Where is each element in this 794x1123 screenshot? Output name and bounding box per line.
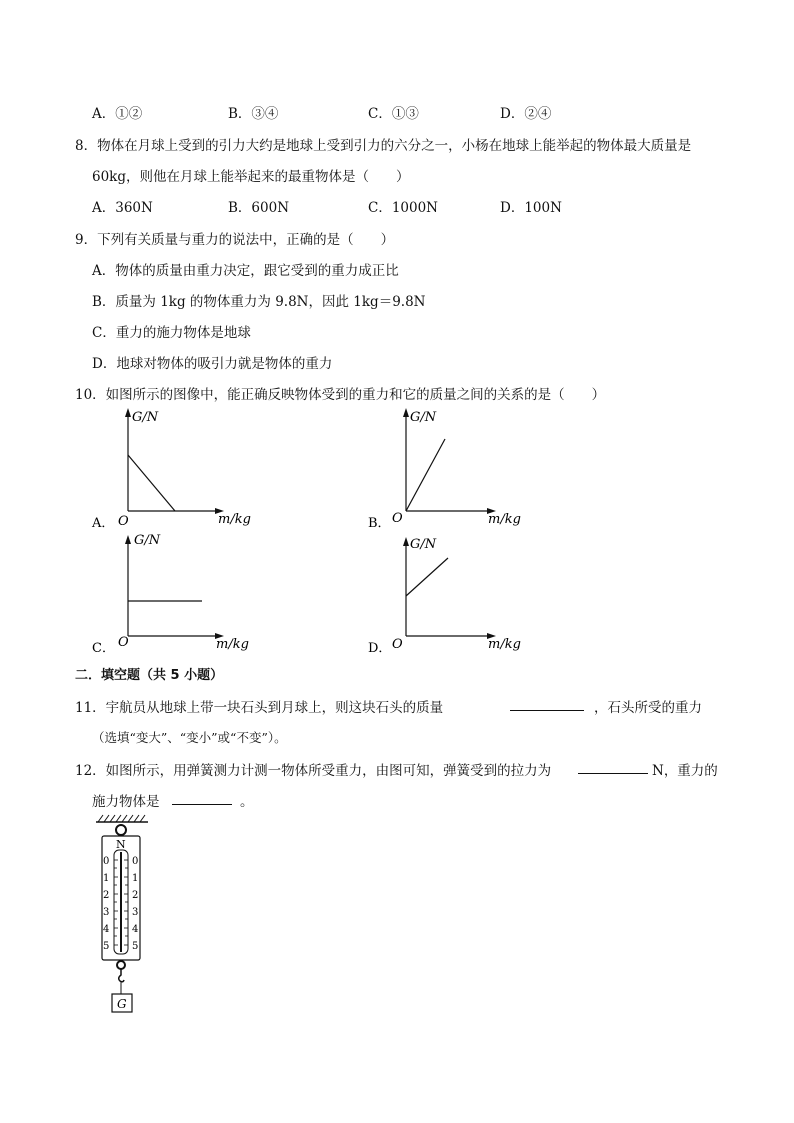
q11-mass-blank[interactable] [510,696,584,711]
q12-force-blank[interactable] [578,759,648,774]
graph-c-y-arrow [125,535,131,544]
q12-stem-part1: 12．如图所示，用弹簧测力计测一物体所受重力，由图可知，弹簧受到的拉力为 [75,763,552,779]
graph-b-y-arrow [403,408,409,417]
graph-a-ylabel: G/N [132,410,159,425]
spring-scale-figure [92,812,154,1018]
q8-stem-line1: 8．物体在月球上受到的引力大约是地球上受到引力的六分之一，小杨在地球上能举起的物体最大质量是 [75,138,692,154]
tick-right-4: 4 [132,924,139,935]
graph-a [88,405,268,530]
tick-right-3: 3 [132,907,139,918]
graph-a-origin: O [118,514,129,529]
q8-option-d: D．100N [500,200,562,216]
q11-stem-line2: （选填“变大”、“变小”或“不变”）。 [92,730,287,745]
tick-left-0: 0 [103,856,110,867]
ceiling-hatch [98,815,145,822]
q12-stem-line2a: 施力物体是 [92,794,160,810]
q12-source-blank[interactable] [172,790,232,805]
q12-stem-part2: N，重力的 [652,763,718,779]
graph-d-origin: O [392,637,403,652]
q12-stem-line2b: 。 [240,794,254,810]
q9-stem: 9．下列有关质量与重力的说法中，正确的是（ ） [75,232,395,248]
graph-a-line [128,455,175,511]
q11-stem-part2: ，石头所受的重力 [594,700,702,716]
graph-d-letter: D． [368,641,392,656]
top-ring [116,825,126,835]
bottom-ring [117,961,125,969]
tick-left-5: 5 [103,941,110,952]
q9-option-c: C．重力的施力物体是地球 [92,325,251,341]
tick-left-3: 3 [103,907,110,918]
hook [119,969,124,982]
q7-option-b: B．③④ [228,106,279,122]
q10-stem: 10．如图所示的图像中，能正确反映物体受到的重力和它的质量之间的关系的是（ ） [75,387,606,403]
tick-right-5: 5 [132,941,139,952]
q9-option-a: A．物体的质量由重力决定，跟它受到的重力成正比 [92,263,399,279]
q9-option-b: B．质量为 1kg 的物体重力为 9.8N，因此 1kg＝9.8N [92,294,426,310]
tick-right-0: 0 [132,856,139,867]
graph-d-ylabel: G/N [410,537,437,552]
tick-left-1: 1 [103,873,110,884]
weight-label: G [117,997,127,1011]
graph-b [366,405,546,530]
graph-d-xlabel: m/kg [488,637,521,652]
scale-unit: N [116,838,126,851]
q7-option-c: C．①③ [368,106,419,122]
graph-d-y-arrow [403,537,409,546]
graph-c-ylabel: G/N [134,533,161,548]
q7-option-d: D．②④ [500,106,552,122]
q8-stem-line2: 60kg，则他在月球上能举起来的最重物体是（ ） [92,169,410,185]
tick-left-4: 4 [103,924,110,935]
q11-stem-part1: 11．宇航员从地球上带一块石头到月球上，则这块石头的质量 [75,700,444,716]
q8-option-c: C．1000N [368,200,438,216]
q7-option-a: A．①② [92,106,143,122]
graph-b-letter: B． [368,516,391,530]
q8-option-b: B．600N [228,200,290,216]
graph-b-line [406,439,445,511]
graph-d [366,528,546,658]
graph-c-xlabel: m/kg [216,637,249,652]
graph-b-origin: O [392,511,403,526]
graph-b-ylabel: G/N [410,410,437,425]
section-2-title: 二．填空题（共 5 小题） [75,668,224,683]
graph-a-xlabel: m/kg [218,512,251,527]
graph-a-y-arrow [125,408,131,417]
q8-option-a: A．360N [92,200,153,216]
graph-a-letter: A． [92,516,115,530]
tick-right-2: 2 [132,890,139,901]
graph-c-letter: C． [92,641,115,656]
graph-b-xlabel: m/kg [488,512,521,527]
tick-left-2: 2 [103,890,110,901]
q9-option-d: D．地球对物体的吸引力就是物体的重力 [92,356,333,372]
tick-right-1: 1 [132,873,139,884]
graph-c [88,528,268,658]
graph-d-line [406,558,448,596]
graph-c-origin: O [118,635,129,650]
